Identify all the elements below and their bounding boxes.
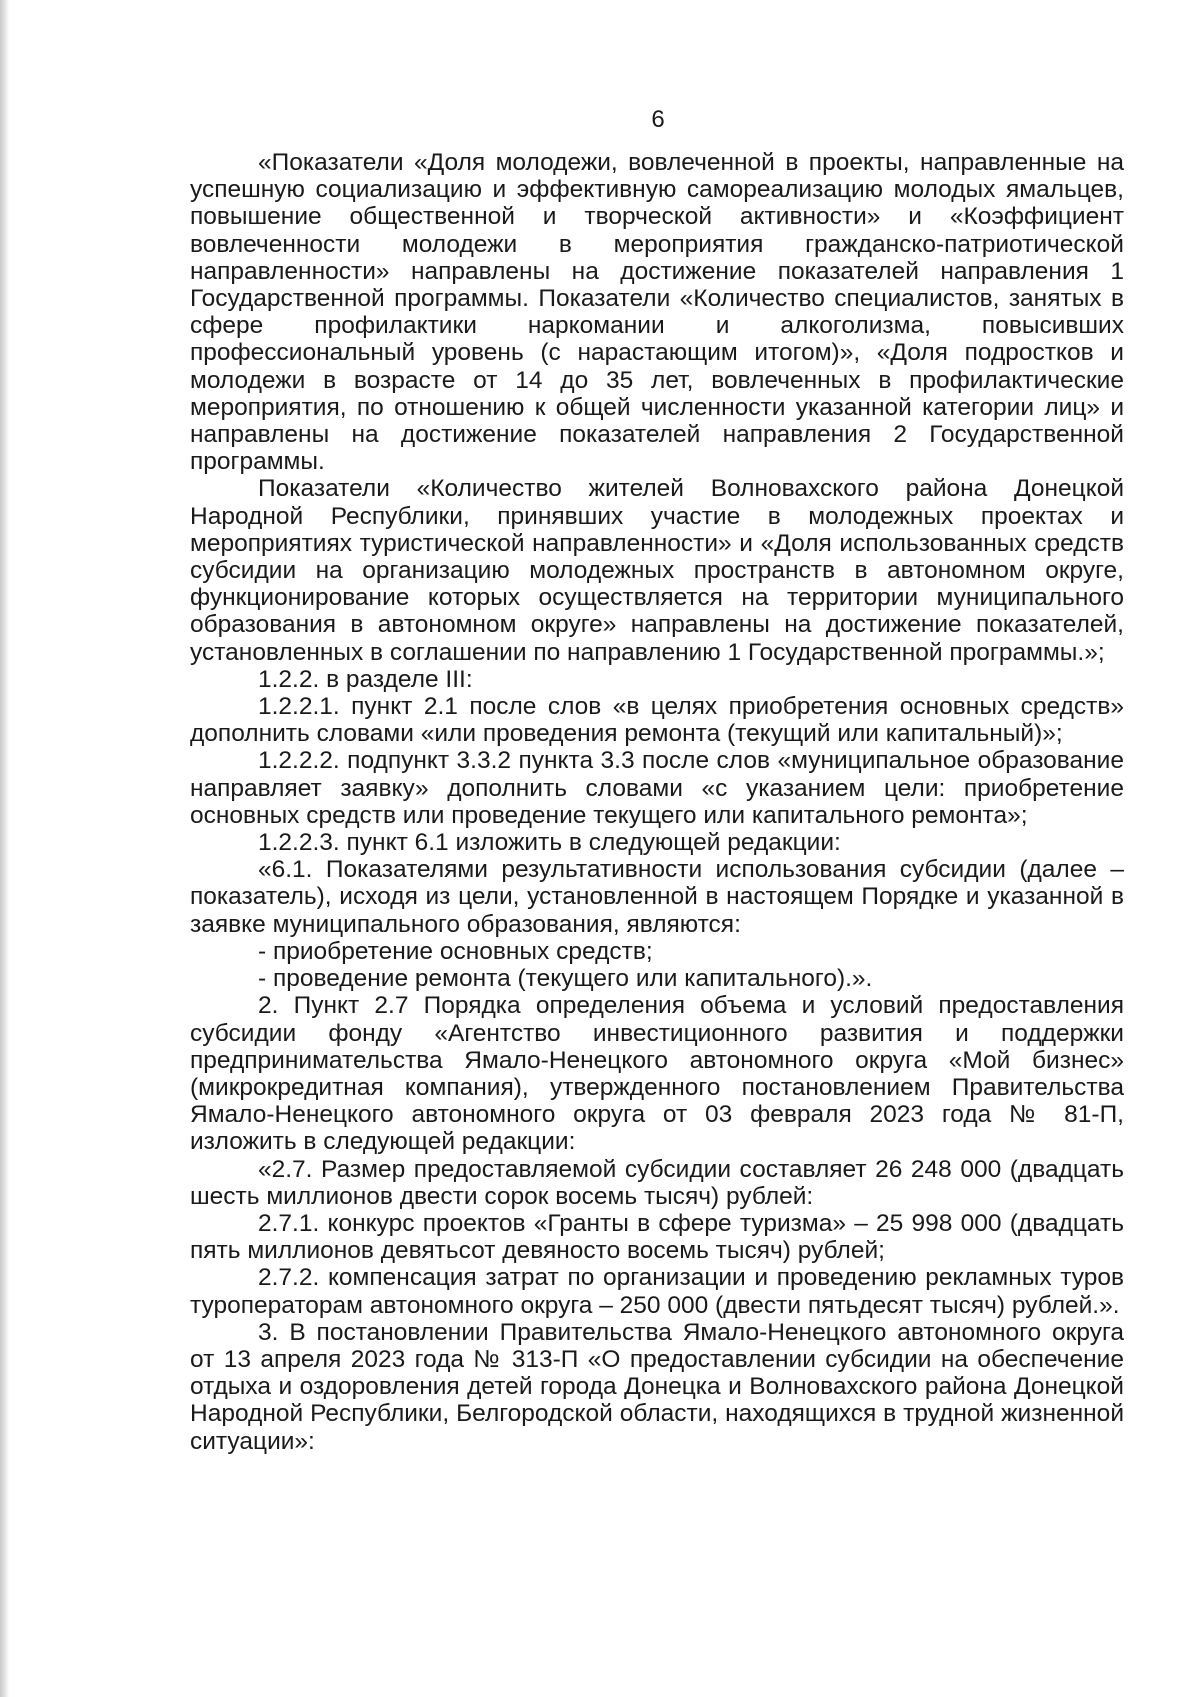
paragraph-indicators-youth: «Показатели «Доля молодежи, вовлеченной в проекты, направленные на успешную социализацию и эффективную самореализацию молодых ямальцев, повышение общественной и творческой активности» и «Коэффициент вовлеченности молодежи в мероприятия гражданско-патриотической направленности» направлены на достижение показателей направления 1 Государственной программы. Показатели «Количество специалистов, занятых в сфере профилактики наркомании и алкоголизма, повысивших профессиональный уровень (с нарастающим итогом)», «Доля подростков и молодежи в возрасте от 14 до 35 лет, вовлеченных в профилактические мероприятия, по отношению к общей численности указанной категории лиц» и направлены на достижение показателей направления 2 Государственной программы. xyxy=(190,149,1124,476)
paragraph-1-2-2-1: 1.2.2.1. пункт 2.1 после слов «в целях приобретения основных средств» дополнить словами «или проведения ремонта (текущий или капитальный)»; xyxy=(190,693,1124,748)
document-body xyxy=(190,149,1124,1455)
paragraph-1-2-2-2: 1.2.2.2. подпункт 3.3.2 пункта 3.3 после слов «муниципальное образование направляет заявку» дополнить словами «с указанием цели: приобретение основных средств или проведение текущего или капитального ремонта»; xyxy=(190,747,1124,829)
paragraph-6-1: «6.1. Показателями результативности использования субсидии (далее – показатель), исходя из цели, установленной в настоящем Порядке и указанной в заявке муниципального образования, являются: xyxy=(190,856,1124,938)
paragraph-3: 3. В постановлении Правительства Ямало-Ненецкого автономного округа от 13 апреля 2023 года № 313-П «О предоставлении субсидии на обеспечение отдыха и оздоровления детей города Донецка и Волновахского района Донецкой Народной Республики, Белгородской области, находящихся в трудной жизненной ситуации»: xyxy=(190,1318,1124,1455)
list-item-repair: - проведение ремонта (текущего или капитального).». xyxy=(258,965,873,993)
page-number: 6 xyxy=(651,106,665,133)
paragraph-1-2-2-3: 1.2.2.3. пункт 6.1 изложить в следующей редакции: xyxy=(258,829,841,857)
paragraph-indicators-volnovakha: Показатели «Количество жителей Волновахского района Донецкой Народной Республики, принявших участие в молодежных проектах и мероприятиях туристической направленности» и «Доля использованных средств субсидии на организацию молодежных пространств в автономном округе, функционирование которых осуществляется на территории муниципального образования в автономном округе» направлены на достижение показателей, установленных в соглашении по направлению 1 Государственной программы.»; xyxy=(190,475,1124,666)
paragraph-2-7: «2.7. Размер предоставляемой субсидии составляет 26 248 000 (двадцать шесть миллионов двести сорок восемь тысяч) рублей: xyxy=(190,1155,1124,1210)
paragraph-2-7-2: 2.7.2. компенсация затрат по организации и проведению рекламных туров туроператорам автономного округа – 250 000 (двести пятьдесят тысяч) рублей.». xyxy=(190,1264,1124,1319)
paragraph-2-7-1: 2.7.1. конкурс проектов «Гранты в сфере туризма» – 25 998 000 (двадцать пять миллионов девятьсот девяносто восемь тысяч) рублей; xyxy=(190,1209,1124,1265)
scan-page-edge xyxy=(0,0,9,1697)
paragraph-2: 2. Пункт 2.7 Порядка определения объема и условий предоставления субсидии фонду «Агентство инвестиционного развития и поддержки предпринимательства Ямало-Ненецкого автономного округа «Мой бизнес» (микрокредитная компания), утвержденного постановлением Правительства Ямало-Ненецкого автономного округа от 03 февраля 2023 года № 81-П, изложить в следующей редакции: xyxy=(190,992,1124,1156)
paragraph-1-2-2: 1.2.2. в разделе III: xyxy=(258,665,473,693)
list-item-fixed-assets: - приобретение основных средств; xyxy=(258,937,653,965)
